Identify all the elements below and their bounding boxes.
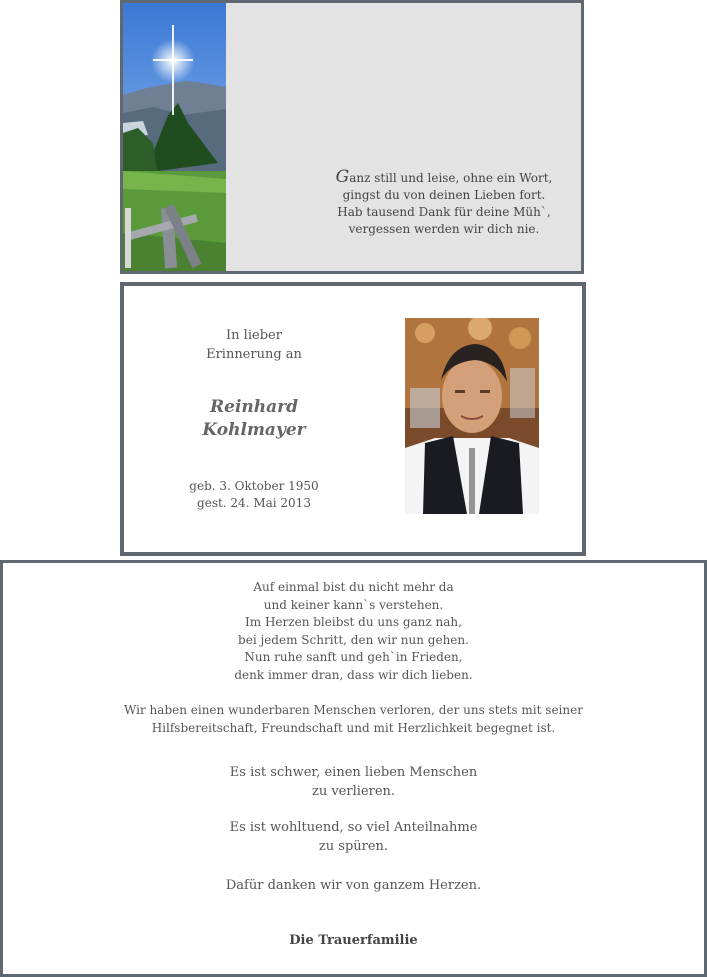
poem-line-3: Hab tausend Dank für deine Müh`, <box>337 205 551 219</box>
poem-line-2: gingst du von deinen Lieben fort. <box>342 188 546 202</box>
tribute-paragraph: Wir haben einen wunderbaren Menschen verloren, der uns stets mit seiner Hilfsbereitschaft, Freundschaft und mit Herzlichkeit begegnet ist. <box>124 703 583 735</box>
death-date: gest. 24. Mai 2013 <box>197 496 311 510</box>
deceased-name <box>184 396 324 442</box>
mountain-cross-image <box>123 3 226 271</box>
memorial-card <box>120 282 586 556</box>
poem-verse <box>308 169 580 238</box>
message-thanks: Dafür danken wir von ganzem Herzen. <box>225 878 482 893</box>
message-loss: Es ist schwer, einen lieben Menschen zu verlieren. <box>229 765 478 799</box>
verse-card <box>120 0 584 274</box>
poem-initial-letter: G <box>335 167 350 187</box>
farewell-verse: Auf einmal bist du nicht mehr da und keiner kann`s verstehen. Im Herzen bleibst du uns ganz nah, bei jedem Schritt, den wir nun gehen. Nun ruhe sanft und geh`in Frieden, denk immer dran, dass wir dich lieben. <box>234 580 473 682</box>
life-dates <box>184 478 324 512</box>
thanks-card <box>0 560 707 977</box>
message-sympathy: Es ist wohltuend, so viel Anteilnahme zu spüren. <box>229 820 478 854</box>
poem-line-4: vergessen werden wir dich nie. <box>348 222 540 236</box>
first-name: Reinhard <box>210 397 298 417</box>
portrait-photo <box>405 318 539 514</box>
memorial-intro: In lieber Erinnerung an <box>206 328 302 362</box>
poem-line-1: Ganz still und leise, ohne ein Wort, <box>335 167 553 187</box>
family-signature: Die Trauerfamilie <box>289 933 418 948</box>
last-name: Kohlmayer <box>202 420 306 440</box>
birth-date: geb. 3. Oktober 1950 <box>189 479 319 493</box>
